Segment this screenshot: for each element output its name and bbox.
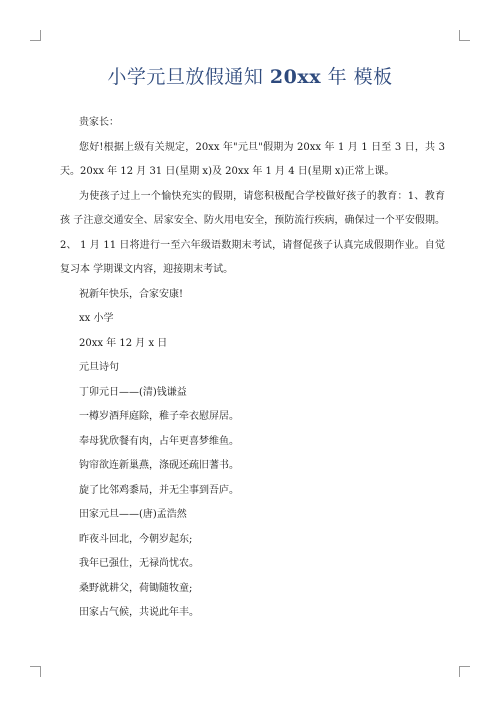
title-text-main: 小学元旦放假通知: [107, 66, 264, 88]
poem-line: 奉母犹欣餐有肉，占年更喜梦维鱼。: [79, 435, 239, 447]
paragraph-holiday-dates: 您好!根据上级有关规定，20xx 年"元旦"假期为 20xx 年 1 月 1 日至 3 日，共 3 天。20xx 年 12 月 31 日(星期 x)及 20xx 年 1 月 4 日(星期 x)正常上课。: [60, 141, 445, 177]
page-corner-mark-top-left: [30, 30, 41, 41]
title-text-year: 20xx: [269, 66, 322, 88]
page-corner-mark-bottom-left: [30, 666, 41, 677]
poem-title: 丁卯元日——(清)钱谦益: [79, 386, 187, 398]
salutation: 贵家长：: [79, 117, 119, 128]
paragraph-safety-notice: 为使孩子过上一个愉快充实的假期，请您积极配合学校做好孩子的教育：1、教育孩 子注意交通安全、居家安全、防火用电安全，预防流行疾病，确保过一个平安假期。2、 1 月 11 日将进行一至六年级语数期末考试，请督促孩子认真完成假期作业。自觉复习本 学期课文内容，迎接期末考试。: [60, 190, 445, 275]
poem-line: 昨夜斗回北，今朝岁起东;: [79, 533, 193, 545]
poem-line: 一樽岁酒拜庭除，稚子牵衣慰屏居。: [79, 411, 239, 422]
poems-heading: 元旦诗句: [79, 362, 119, 373]
poem-line: 田家占气候，共说此年丰。: [79, 607, 199, 618]
poem-line: 桑野就耕父，荷锄随牧童;: [79, 582, 193, 594]
page-corner-mark-top-right: [459, 30, 470, 41]
poem-line: 旋了比邻鸡黍局，并无尘事到吾庐。: [79, 484, 239, 496]
document-body: [60, 111, 445, 626]
poem-title: 田家元旦——(唐)孟浩然: [79, 509, 187, 520]
signature: xx 小学: [79, 313, 114, 324]
greeting: 祝新年快乐，合家安康!: [79, 288, 184, 300]
page-corner-mark-bottom-right: [459, 666, 470, 677]
title-text-suffix: 年 模板: [327, 66, 393, 88]
issue-date: 20xx 年 12 月 x 日: [79, 337, 168, 349]
poem-line: 我年已强仕，无禄尚忧农。: [79, 558, 199, 569]
poem-line: 钩帘欲连新巢燕，涤砚还疏旧蓍书。: [79, 460, 239, 471]
document-title: [0, 62, 500, 89]
